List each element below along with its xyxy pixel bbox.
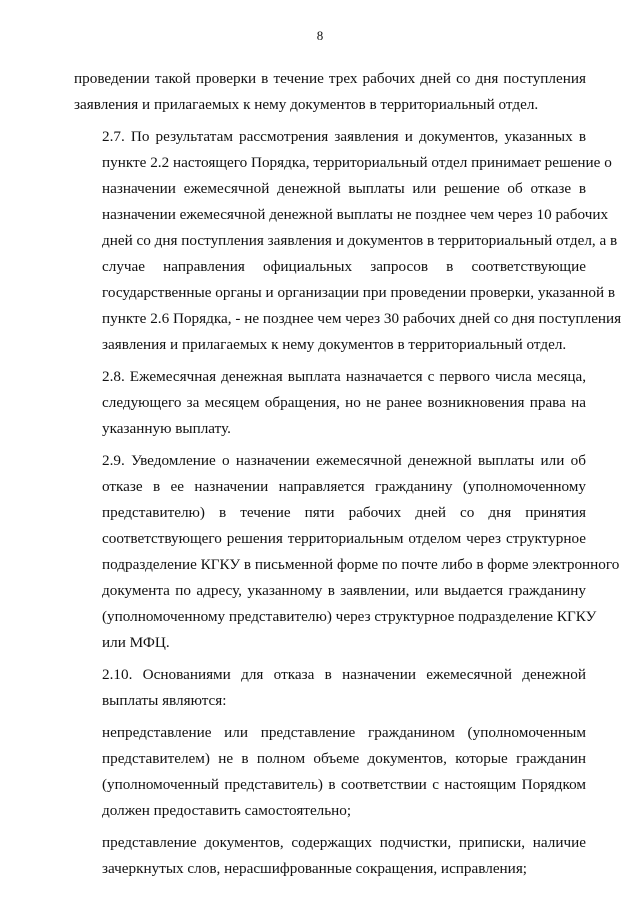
text-line: 2.9. Уведомление о назначении ежемесячной денежной выплаты или об xyxy=(102,452,586,469)
text-line: зачеркнутых слов, нерасшифрованные сокращения, исправления; xyxy=(102,860,528,877)
text-line: соответствующего решения территориальным отделом через структурное xyxy=(102,530,586,547)
paragraph-2-8 xyxy=(74,364,586,442)
text-line: указанную выплату. xyxy=(102,420,231,437)
paragraph-2-10 xyxy=(74,662,586,714)
text-line: проведении такой проверки в течение трех рабочих дней со дня поступления xyxy=(74,70,586,87)
paragraph-2-10-item-a xyxy=(74,720,586,824)
paragraph-2-9 xyxy=(74,448,620,656)
text-line: заявления и прилагаемых к нему документов в территориальный отдел. xyxy=(74,96,539,113)
text-line: представителем) не в полном объеме документов, которые гражданин xyxy=(102,750,586,767)
text-line: государственные органы и организации при проведении проверки, указанной в xyxy=(102,284,616,301)
text-line: назначении ежемесячной денежной выплаты не позднее чем через 10 рабочих xyxy=(102,206,609,223)
text-line: представление документов, содержащих подчистки, приписки, наличие xyxy=(102,834,586,851)
text-line: 2.7. По результатам рассмотрения заявления и документов, указанных в xyxy=(102,128,586,145)
text-line: (уполномоченный представитель) в соответствии с настоящим Порядком xyxy=(102,776,586,793)
paragraph-2-7 xyxy=(74,124,622,358)
text-line: непредставление или представление гражданином (уполномоченным xyxy=(102,724,586,741)
text-line: должен предоставить самостоятельно; xyxy=(102,802,352,819)
text-line: представителю) в течение пяти рабочих дней со дня принятия xyxy=(102,504,586,521)
text-line: пункте 2.6 Порядка, - не позднее чем через 30 рабочих дней со дня поступления xyxy=(102,310,622,327)
text-line: назначении ежемесячной денежной выплаты или решение об отказе в xyxy=(102,180,586,197)
page-number: 8 xyxy=(316,28,324,43)
text-line: подразделение КГКУ в письменной форме по почте либо в форме электронного xyxy=(102,556,620,573)
text-line: заявления и прилагаемых к нему документов в территориальный отдел. xyxy=(102,336,567,353)
text-line: выплаты являются: xyxy=(102,692,227,709)
text-line: 2.8. Ежемесячная денежная выплата назначается с первого числа месяца, xyxy=(102,368,586,385)
text-line: (уполномоченному представителю) через структурное подразделение КГКУ xyxy=(102,608,597,625)
text-line: отказе в ее назначении направляется гражданину (уполномоченному xyxy=(102,478,586,495)
paragraph-2-10-item-b xyxy=(74,830,586,882)
text-line: или МФЦ. xyxy=(102,634,170,651)
text-line: пункте 2.2 настоящего Порядка, территориальный отдел принимает решение о xyxy=(102,154,612,171)
text-line: документа по адресу, указанному в заявлении, или выдается гражданину xyxy=(102,582,586,599)
text-line: 2.10. Основаниями для отказа в назначении ежемесячной денежной xyxy=(102,666,586,683)
paragraph-continuation xyxy=(74,66,586,118)
text-line: следующего за месяцем обращения, но не ранее возникновения права на xyxy=(102,394,586,411)
text-line: дней со дня поступления заявления и документов в территориальный отдел, а в xyxy=(102,232,618,249)
document-body xyxy=(74,66,622,882)
text-line: случае направления официальных запросов в соответствующие xyxy=(102,258,586,275)
